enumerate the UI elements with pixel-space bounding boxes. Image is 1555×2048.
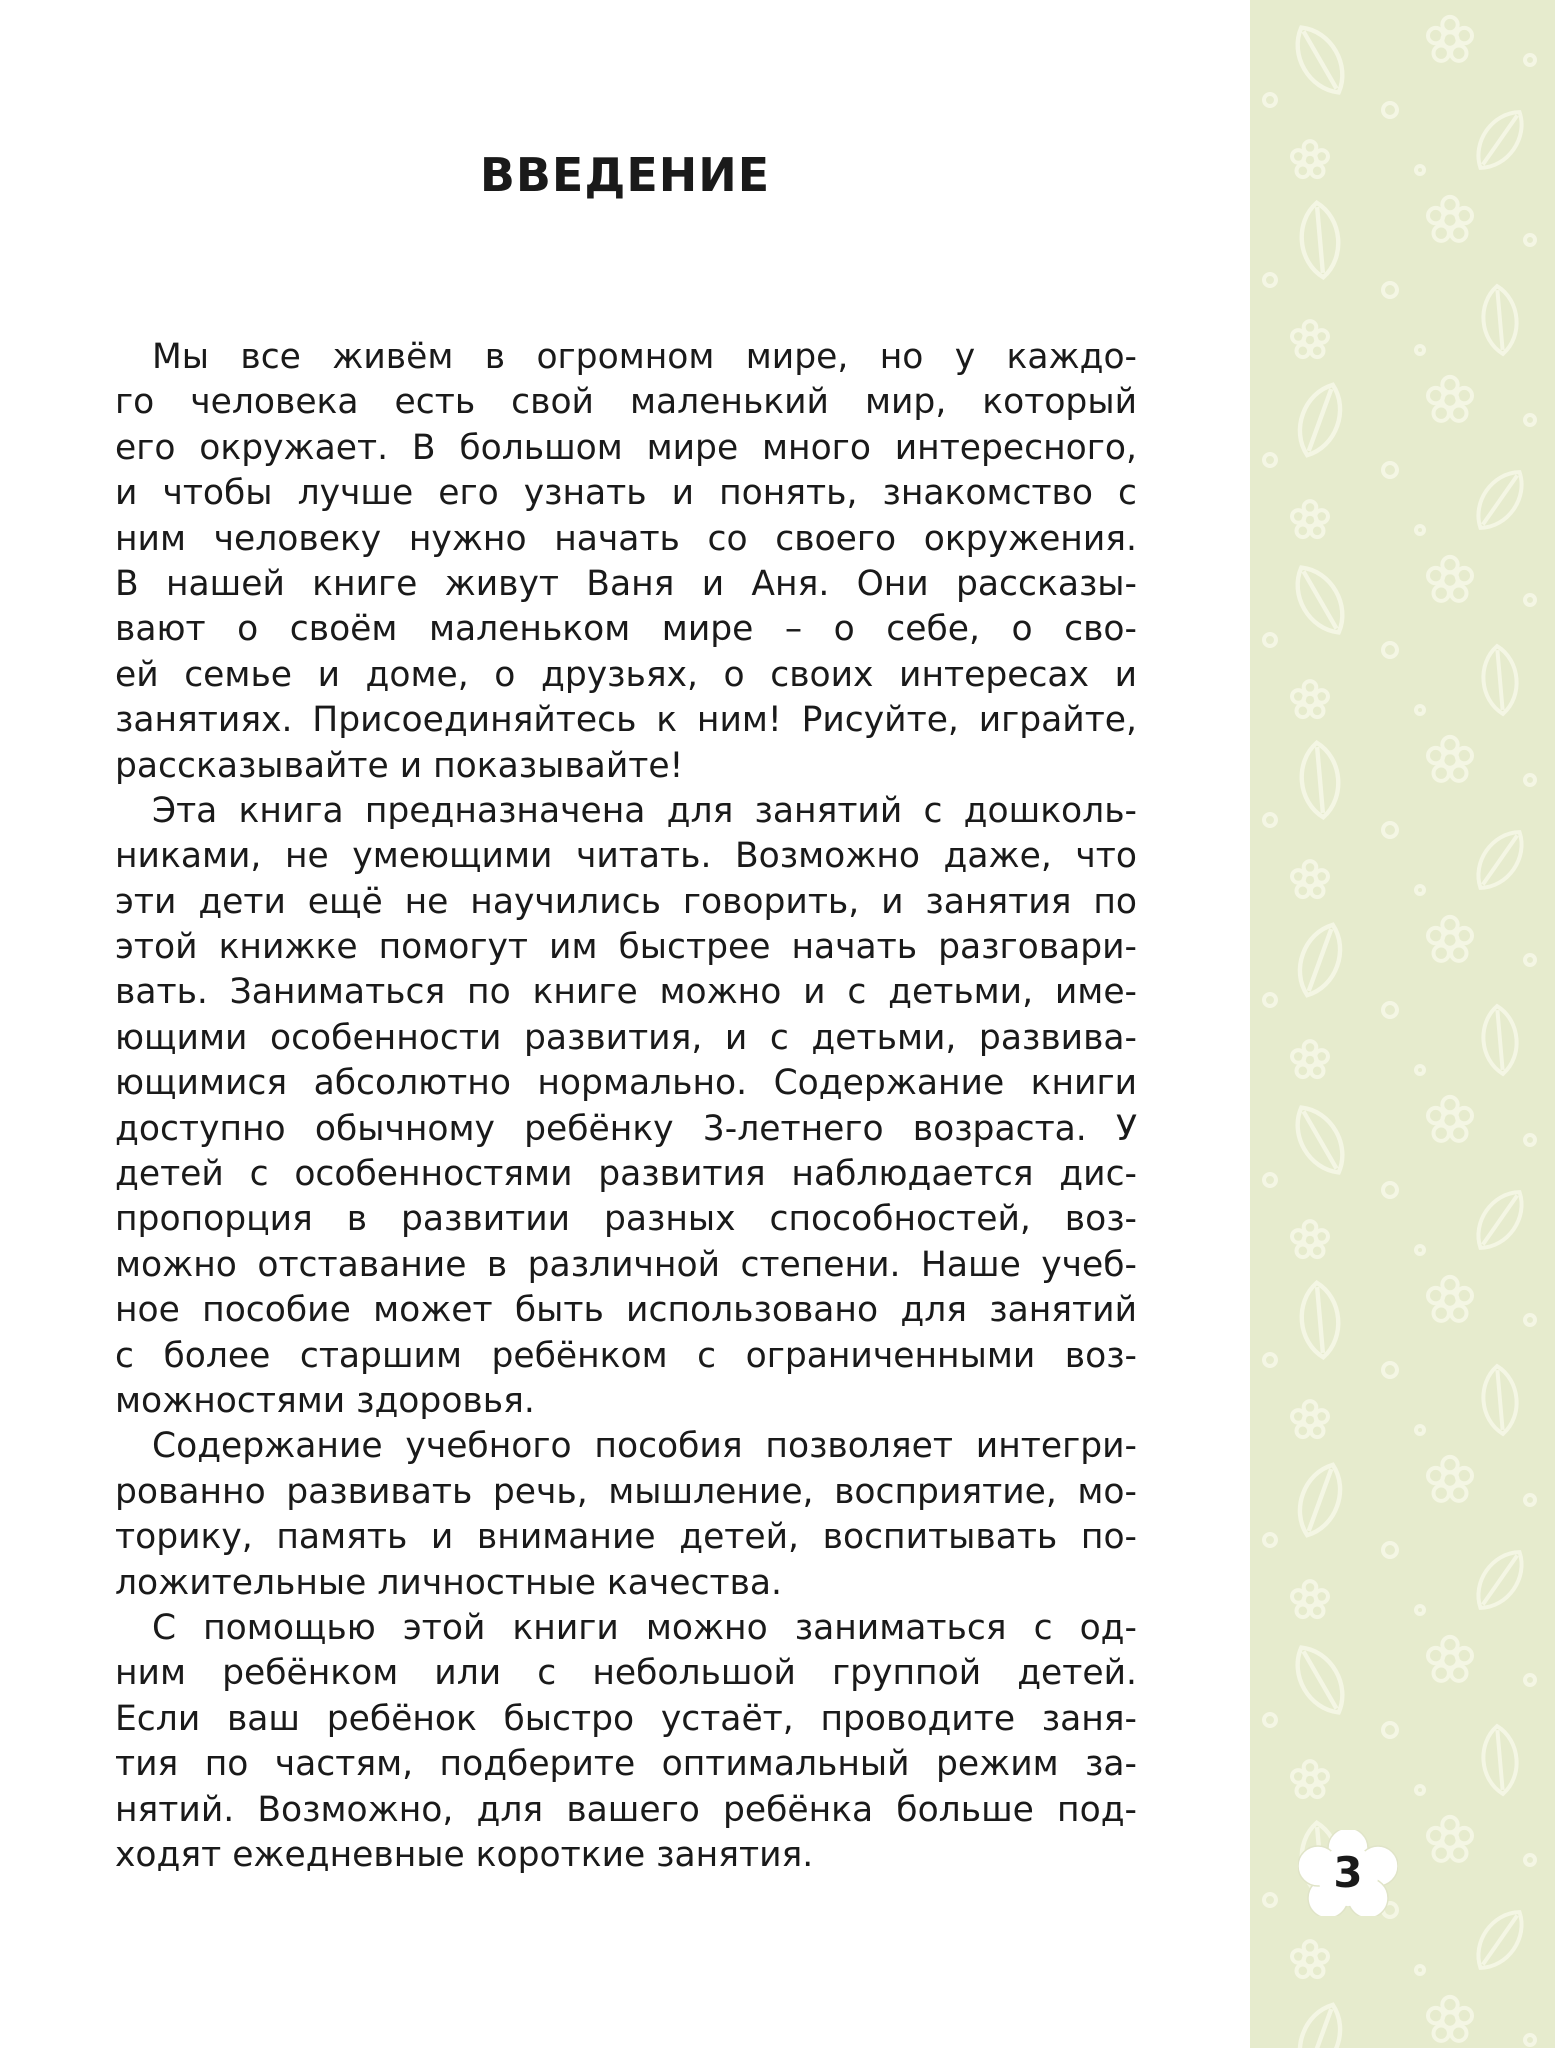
text-line: нятий. Возможно, для вашего ребёнка больше под- (115, 1789, 1137, 1830)
text-line: С помощью этой книги можно заниматься с од- (152, 1607, 1137, 1648)
text-line: можно отставание в различной степени. Наше учеб- (115, 1244, 1137, 1285)
text-line: ющимися абсолютно нормально. Содержание книги (115, 1063, 1137, 1104)
decorative-sidebar (1250, 0, 1555, 2048)
text-line: занятиях. Присоединяйтесь к ним! Рисуйте, играйте, (115, 700, 1137, 741)
text-line: можностями здоровья. (115, 1380, 535, 1421)
text-line: го человека есть свой маленький мир, который (115, 382, 1137, 423)
text-line: вать. Заниматься по книге можно и с детьми, име- (115, 972, 1137, 1013)
text-line: вают о своём маленьком мире – о себе, о сво- (115, 609, 1137, 650)
text-line: ное пособие может быть использовано для занятий (115, 1290, 1137, 1331)
text-line: рассказывайте и показывайте! (115, 745, 684, 786)
text-line: тия по частям, подберите оптимальный режим за- (115, 1744, 1137, 1785)
body-text (115, 335, 1137, 1878)
leaf-and-berry-pattern-icon (1250, 0, 1555, 2048)
text-line: пропорция в развитии разных способностей, воз- (115, 1199, 1137, 1240)
text-line: Если ваш ребёнок быстро устаёт, проводите заня- (115, 1698, 1137, 1739)
text-line: ним человеку нужно начать со своего окружения. (115, 518, 1137, 559)
text-line: ложительные личностные качества. (115, 1562, 783, 1603)
text-line: и чтобы лучше его узнать и понять, знакомство с (115, 473, 1137, 514)
text-line: детей с особенностями развития наблюдается дис- (115, 1154, 1137, 1195)
text-line: этой книжке помогут им быстрее начать разговари- (115, 927, 1137, 968)
page-title: ВВЕДЕНИЕ (479, 148, 771, 202)
text-line: с более старшим ребёнком с ограниченными воз- (115, 1335, 1137, 1376)
text-line: ющими особенности развития, и с детьми, развива- (115, 1017, 1137, 1058)
text-line: Мы все живём в огромном мире, но у каждо- (152, 337, 1137, 377)
page-number: 3 (1333, 1848, 1363, 1897)
text-line: ей семье и доме, о друзьях, о своих интересах и (115, 654, 1137, 695)
text-line: доступно обычному ребёнку 3-летнего возраста. У (115, 1108, 1137, 1149)
text-line: эти дети ещё не научились говорить, и занятия по (115, 881, 1137, 922)
text-line: В нашей книге живут Ваня и Аня. Они рассказы- (115, 563, 1137, 604)
text-line: ним ребёнком или с небольшой группой детей. (115, 1653, 1137, 1694)
text-line: Содержание учебного пособия позволяет интегри- (152, 1426, 1137, 1467)
text-line: Эта книга предназначена для занятий с дошколь- (152, 790, 1137, 831)
text-line: ходят ежедневные короткие занятия. (115, 1834, 814, 1875)
text-line: его окружает. В большом мире много интересного, (115, 427, 1137, 468)
text-line: никами, не умеющими читать. Возможно даже, что (115, 836, 1137, 877)
text-line: торику, память и внимание детей, воспитывать по- (115, 1517, 1137, 1558)
text-line: рованно развивать речь, мышление, восприятие, мо- (115, 1471, 1137, 1512)
